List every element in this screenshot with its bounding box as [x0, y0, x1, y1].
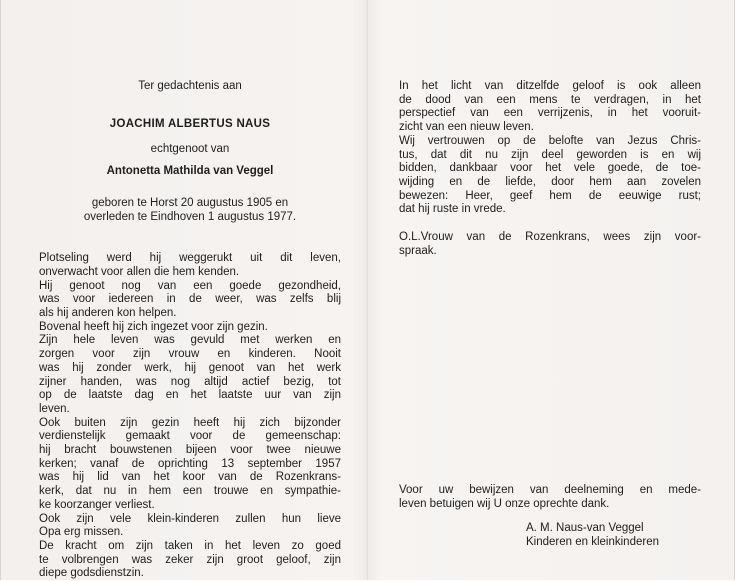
intro-text: Ter gedachtenis aan — [138, 80, 242, 92]
card-fold — [367, 0, 368, 580]
text-line: wijding en de liefde, door hem aan zovelen — [399, 175, 701, 188]
text-line: ke koorzanger verliest. — [39, 498, 155, 511]
text-line: Hij genoot nog van een goede gezondheid, — [39, 279, 341, 292]
text-line: spraak. — [399, 244, 437, 257]
text-line: Wij vertrouwen op de belofte van Jezus Chris- — [399, 134, 701, 147]
birth-line: geboren te Horst 20 augustus 1905 en — [91, 196, 289, 209]
text-line: Voor uw bewijzen van deelneming en mede- — [399, 484, 701, 496]
text-line: was hij zonder werk, hij genoot van het werk — [39, 361, 341, 374]
birth-death-block — [39, 197, 341, 224]
signature-name: A. M. Naus-van Veggel — [526, 522, 644, 534]
text-line: hij bracht bouwstenen bijeen voor twee nieuwe — [39, 444, 341, 457]
text-line: tus, dat dit nu zijn deel geworden is en wij — [399, 148, 701, 161]
text-line: de dood van een mens te verdragen, in het — [399, 93, 701, 106]
text-line: O.L.Vrouw van de Rozenkrans, wees zijn voor- — [399, 231, 701, 244]
text-line: was hij lid van het koor van de Rozenkrans- — [39, 471, 341, 484]
text-line: kerk, dat nu in hem een trouwe en sympathie- — [39, 485, 341, 498]
text-line: was voor iedereen in de weer, was zelfs blij — [39, 293, 341, 306]
text-line: Plotseling werd hij weggerukt uit dit leven, — [39, 252, 341, 265]
text-line: In het licht van ditzelfde geloof is ook alleen — [399, 80, 701, 92]
thanks-text — [399, 484, 701, 511]
signature-block — [526, 522, 706, 549]
faith-text — [399, 80, 701, 217]
prayer-text — [399, 231, 701, 258]
right-page — [399, 80, 701, 258]
text-line: De kracht om zijn taken in het leven zo goed — [39, 539, 341, 552]
text-line: als hij anderen kon helpen. — [39, 307, 177, 320]
text-line: op de laatste dag en het laatste uur van zijn — [39, 389, 341, 402]
text-line: zorgen voor zijn vrouw en kinderen. Nooit — [39, 348, 341, 361]
left-page — [39, 80, 341, 581]
spouse-intro: echtgenoot van — [150, 143, 230, 156]
text-line: zicht van een nieuw leven. — [399, 121, 534, 134]
deceased-name: JOACHIM ALBERTUS NAUS — [109, 117, 271, 130]
signature-family: Kinderen en kleinkinderen — [526, 535, 659, 548]
text-line: kerken; vanaf de oprichting 13 september 1957 — [39, 457, 341, 470]
text-line: Bovenal heeft hij zich ingezet voor zijn gezin. — [39, 320, 268, 333]
text-line: dat hij ruste in vrede. — [399, 203, 506, 216]
text-line: bewezen: Heer, geef hem de eeuwige rust; — [399, 189, 701, 202]
text-line: verdienstelijk gemaakt voor de gemeenschap: — [39, 430, 341, 443]
death-line: overleden te Eindhoven 1 augustus 1977. — [83, 210, 297, 223]
text-line: Ook zijn vele klein-kinderen zullen hun lieve — [39, 512, 341, 525]
text-line: zijner handen, was nog altijd actief bezig, tot — [39, 375, 341, 388]
text-line: diepe godsdienstzin. — [39, 567, 144, 580]
text-line: Ook buiten zijn gezin heeft hij zich bijzonder — [39, 416, 341, 429]
tribute-text — [39, 252, 341, 581]
text-line: Opa erg missen. — [39, 526, 124, 539]
text-line: leven betuigen wij U onze oprechte dank. — [399, 497, 610, 510]
text-line: leven. — [39, 402, 70, 415]
text-line: Zijn hele leven was gevuld met werken en — [39, 334, 341, 347]
text-line: onverwacht voor allen die hem kenden. — [39, 265, 240, 278]
text-line: te volbrengen was zeker zijn groot geloof, zijn — [39, 553, 341, 566]
spouse-name: Antonetta Mathilda van Veggel — [106, 165, 274, 178]
text-line: perspectief van een verrijzenis, in het vooruit- — [399, 107, 701, 120]
text-line: bidden, dankbaar voor het vele goede, de toe- — [399, 162, 701, 175]
